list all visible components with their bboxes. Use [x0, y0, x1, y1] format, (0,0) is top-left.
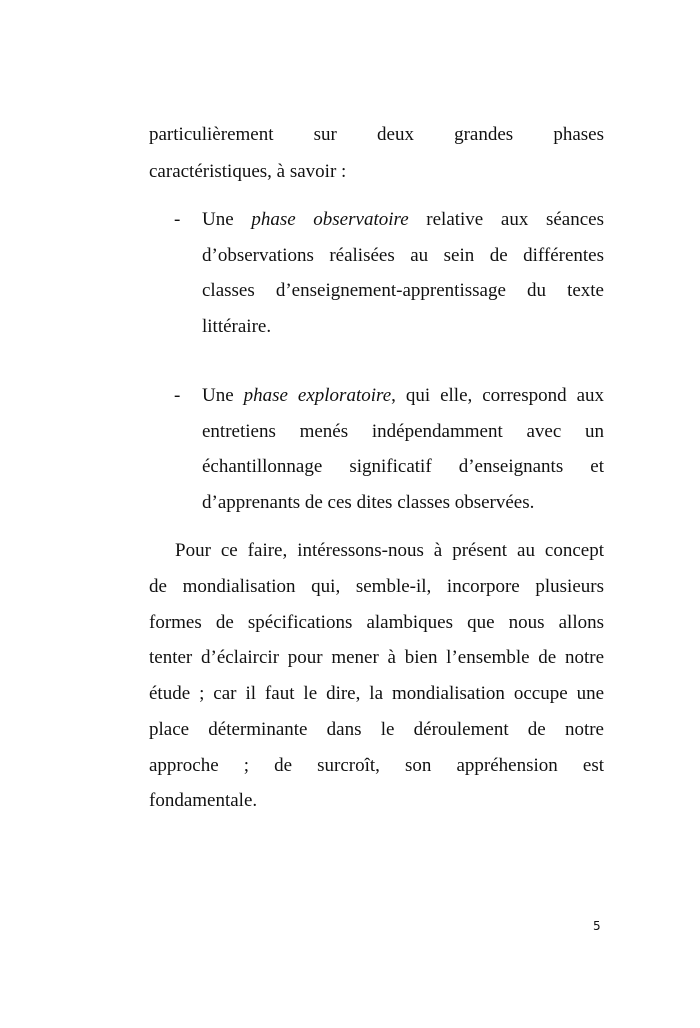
- bullet-line: littéraire.: [202, 316, 272, 337]
- italic-term: phase observatoire: [251, 209, 409, 230]
- page-number: 5: [593, 919, 601, 933]
- bullet-line: d’apprenants de ces dites classes observées.: [202, 492, 535, 513]
- text: , qui elle, correspond aux: [391, 385, 605, 406]
- intro-line: caractéristiques, à savoir :: [149, 161, 347, 182]
- bullet-marker: -: [174, 209, 181, 230]
- text: Une: [202, 209, 252, 230]
- paragraph-line: tenter d’éclaircir pour mener à bien l’ensemble de notre: [149, 647, 604, 668]
- bullet-line: entretiens menés indépendamment avec un: [202, 421, 604, 442]
- italic-term: phase exploratoire: [243, 385, 392, 406]
- bullet-marker: -: [174, 385, 181, 406]
- paragraph-line: étude ; car il faut le dire, la mondialisation occupe une: [149, 683, 604, 704]
- paragraph-line: place déterminante dans le déroulement de notre: [149, 719, 604, 740]
- bullet-line: [202, 202, 604, 238]
- text: Une: [202, 385, 244, 406]
- text: relative aux séances: [408, 209, 604, 230]
- bullet-line: échantillonnage significatif d’enseignants et: [202, 456, 604, 477]
- bullet-line: classes d’enseignement-apprentissage du texte: [202, 280, 604, 301]
- intro-line: particulièrement sur deux grandes phases: [149, 124, 604, 145]
- paragraph-line: approche ; de surcroît, son appréhension est: [149, 755, 604, 776]
- paragraph-line: Pour ce faire, intéressons-nous à présent au concept: [175, 540, 604, 561]
- bullet-line: [202, 378, 604, 414]
- paragraph-line: de mondialisation qui, semble-il, incorpore plusieurs: [149, 576, 604, 597]
- bullet-line: d’observations réalisées au sein de différentes: [202, 245, 604, 266]
- paragraph-line: fondamentale.: [149, 790, 258, 811]
- paragraph-line: formes de spécifications alambiques que nous allons: [149, 612, 604, 633]
